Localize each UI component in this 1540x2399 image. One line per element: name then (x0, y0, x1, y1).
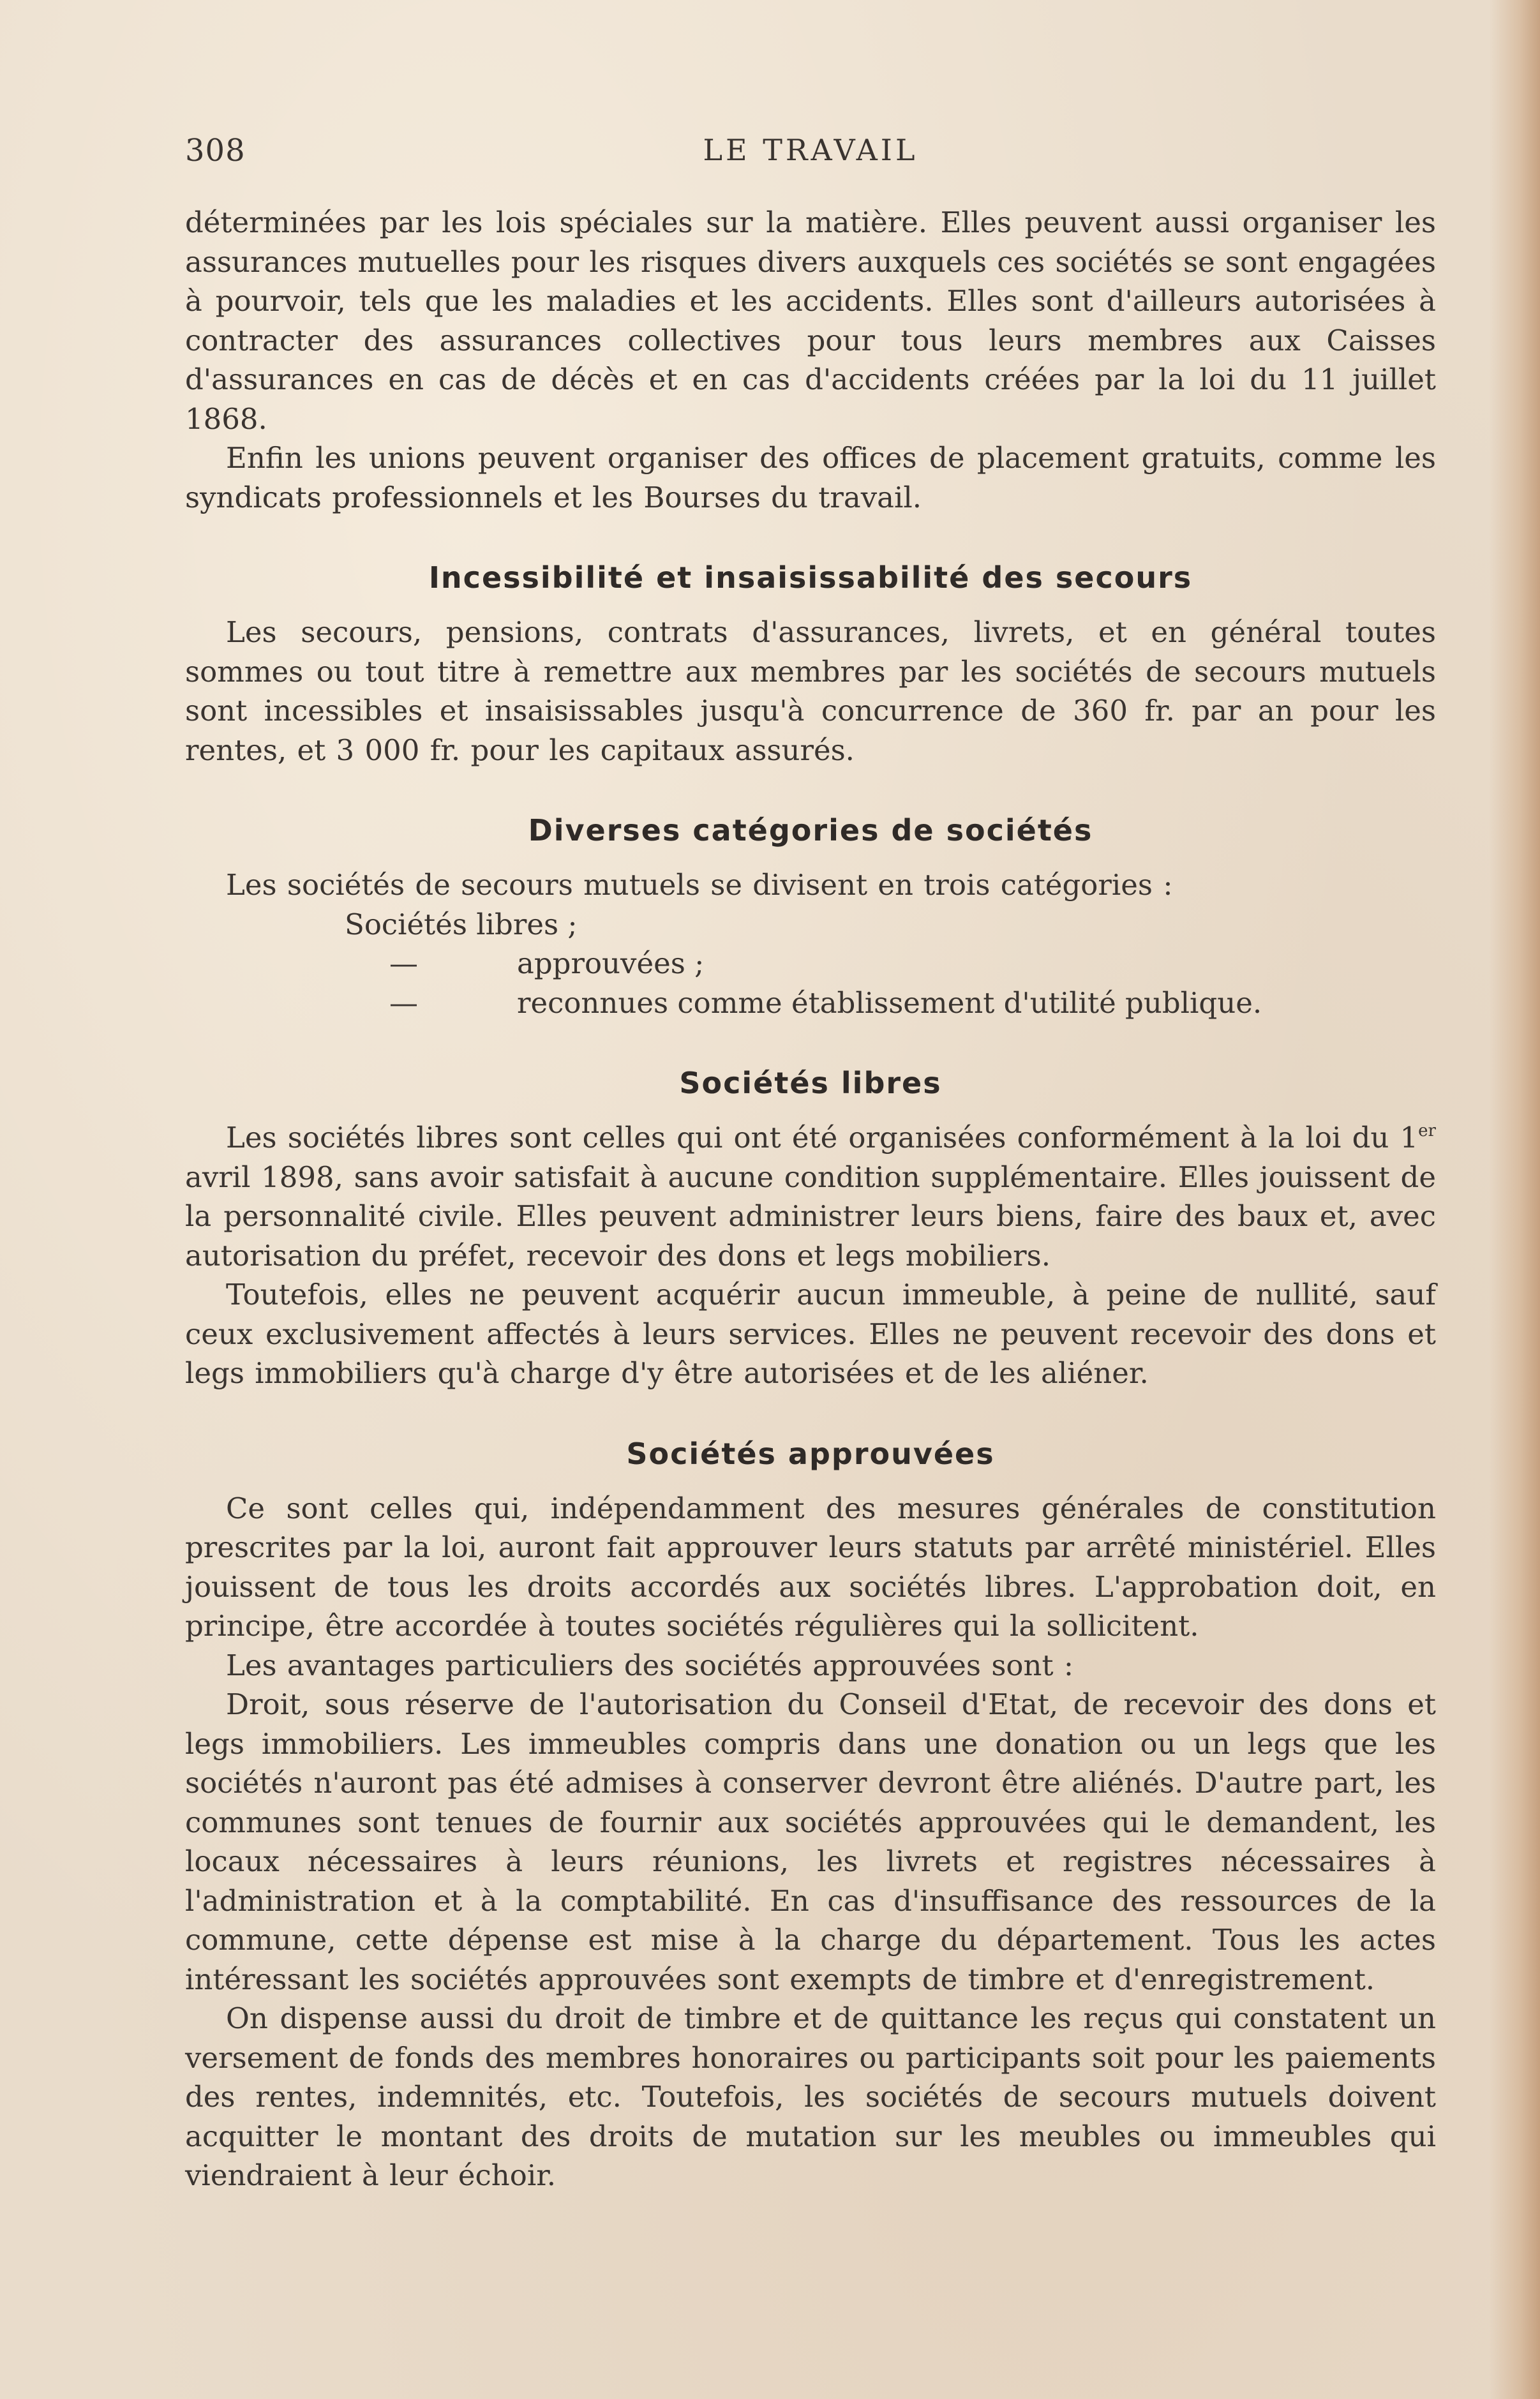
running-head: LE TRAVAIL (703, 133, 918, 167)
ditto-dash: — (389, 946, 418, 980)
page-header (185, 128, 1436, 172)
approuvees-paragraph-1: Ce sont celles qui, indépendamment des mesures générales de constitution prescrites par la loi, auront fait approuver leurs statuts par arrêté ministériel. Elles jouissent de tous les droits accordés aux sociétés libres. L'approbation doit, en principe, être accordée à toutes sociétés régulières qui la sollicitent. (185, 1491, 1436, 1643)
category-item-1 (185, 905, 1436, 945)
approuvees-paragraph-4: On dispense aussi du droit de timbre et de quittance les reçus qui constatent un versement de fonds des membres honoraires ou participants soit pour les paiements des rentes, indemnités, etc. Toutefois, les sociétés de secours mutuels doivent acquitter le montant des droits de mutation sur les meubles ou immeubles qui viendraient à leur échoir. (185, 2001, 1436, 2192)
libres-paragraph-1 (185, 1118, 1436, 1275)
category-item-2-text: approuvées ; (517, 946, 705, 980)
section-title-approuvees: Sociétés approuvées (626, 1436, 995, 1471)
approuvees-paragraph-3: Droit, sous réserve de l'autorisation du Conseil d'Etat, de recevoir des dons et legs immobiliers. Les immeubles compris dans une donation ou un legs que les sociétés n'auront pas été admises à conserver devront être aliénés. D'autre part, les communes sont tenues de fournir aux sociétés approuvées qui le demandent, les locaux nécessaires à leurs réunions, les livrets et registres nécessaires à l'administration et à la comptabilité. En cas d'insuffisance des ressources de la commune, cette dépense est mise à la charge du département. Tous les actes intéressant les sociétés approuvées sont exempts de timbre et d'enregistrement. (185, 1687, 1436, 1996)
page-body (185, 203, 1436, 2195)
ordinal-superscript: er (1418, 1121, 1436, 1140)
ditto-dash: — (389, 985, 418, 1020)
libres-p1-after: avril 1898, sans avoir satisfait à aucune condition supplémentaire. Elles jouissent de la personnalité civile. Elles peuvent administrer leurs biens, faire des baux et, avec autorisation du préfet, recevoir des dons et legs mobiliers. (185, 1160, 1436, 1273)
category-item-3-text: reconnues comme établissement d'utilité publique. (517, 985, 1262, 1020)
page-number: 308 (185, 133, 246, 168)
category-item-2 (185, 944, 1436, 983)
incessibilite-paragraph-1: Les secours, pensions, contrats d'assurances, livrets, et en général toutes sommes ou tout titre à remettre aux membres par les sociétés de secours mutuels sont incessibles et insaisissables jusqu'à concurrence de 360 fr. par an pour les rentes, et 3 000 fr. pour les capitaux assurés. (185, 615, 1436, 767)
category-item-3 (185, 983, 1436, 1023)
intro-paragraph-2: Enfin les unions peuvent organiser des offices de placement gratuits, comme les syndicats professionnels et les Bourses du travail. (185, 441, 1436, 514)
section-title-incessibilite: Incessibilité et insaisissabilité des secours (428, 560, 1193, 595)
page-edge-shading (1489, 0, 1540, 2399)
libres-p1-before: Les sociétés libres sont celles qui ont été organisées conformément à la loi du 1 (226, 1121, 1419, 1155)
section-title-categories: Diverses catégories de sociétés (528, 813, 1093, 848)
categories-intro: Les sociétés de secours mutuels se divisent en trois catégories : (226, 868, 1173, 902)
approuvees-paragraph-2: Les avantages particuliers des sociétés approuvées sont : (226, 1648, 1074, 1682)
category-item-1-text: Sociétés libres ; (345, 907, 578, 941)
libres-paragraph-2: Toutefois, elles ne peuvent acquérir aucun immeuble, à peine de nullité, sauf ceux exclusivement affectés à leurs services. Elles ne peuvent recevoir des dons et legs immobiliers qu'à charge d'y être autorisées et de les aliéner. (185, 1278, 1436, 1390)
section-title-libres: Sociétés libres (679, 1066, 942, 1100)
intro-paragraph-1: déterminées par les lois spéciales sur la matière. Elles peuvent aussi organiser les assurances mutuelles pour les risques divers auxquels ces sociétés se sont engagées à pourvoir, tels que les maladies et les accidents. Elles sont d'ailleurs autorisées à contracter des assurances collectives pour tous leurs membres aux Caisses d'assurances en cas de décès et en cas d'accidents créées par la loi du 11 juillet 1868. (185, 206, 1436, 436)
